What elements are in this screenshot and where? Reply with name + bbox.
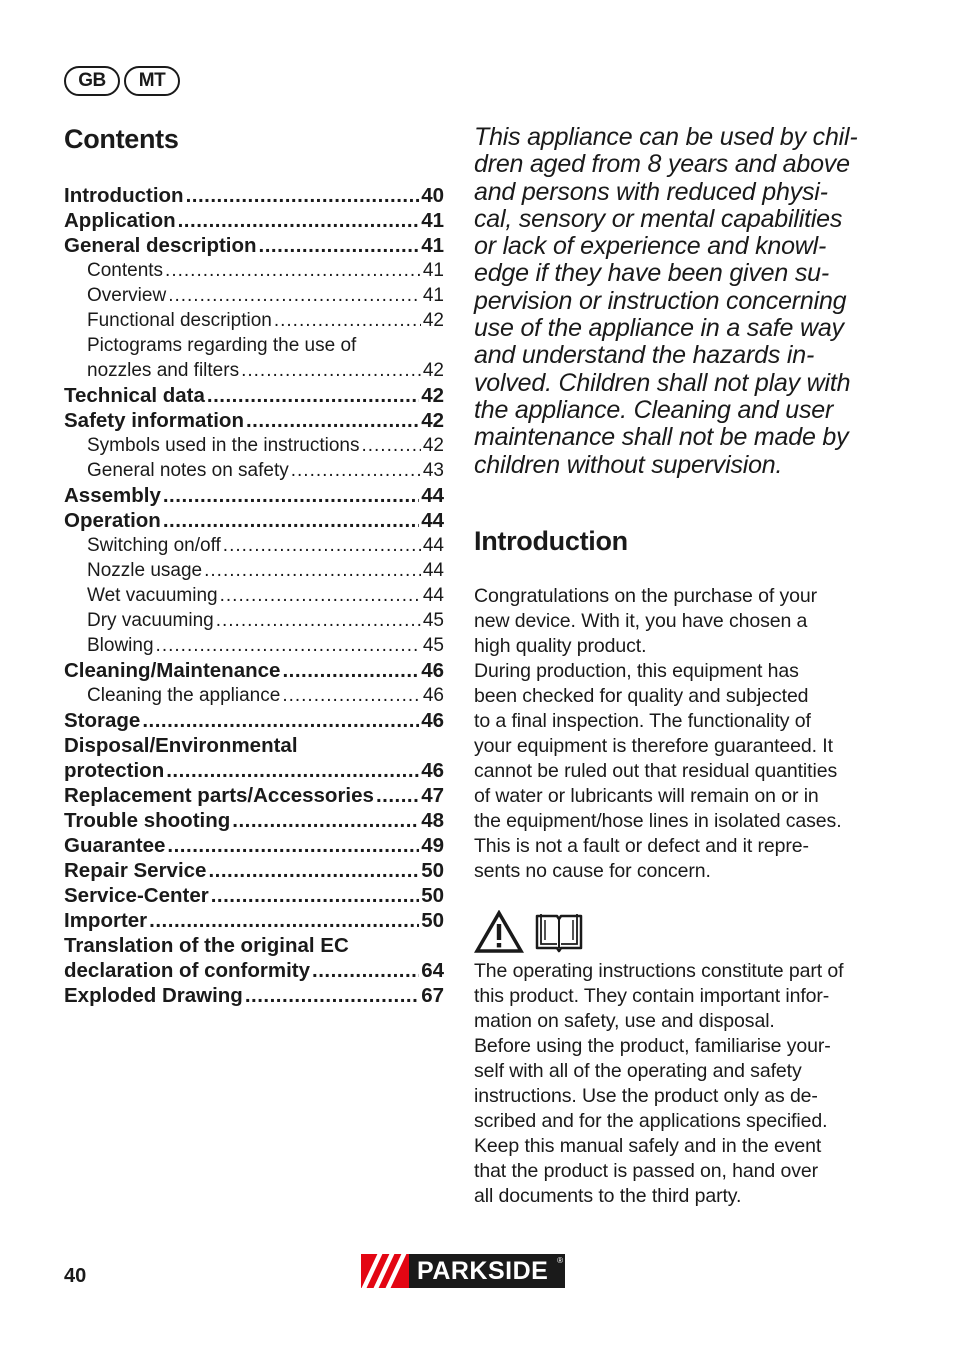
toc-entry-label: nozzles and filters [87,360,240,381]
toc-entry [64,858,444,883]
toc-entry [64,233,444,258]
toc-entry [64,333,444,358]
toc-leader-dots [178,208,420,233]
toc-leader-dots [361,433,420,458]
toc-entry-page: 41 [422,285,444,306]
toc-entry-label: Contents [87,260,164,281]
toc-entry-label: Assembly [64,484,161,507]
toc-entry [64,358,444,383]
toc-entry-label: Storage [64,709,141,732]
language-badge-gb: GB [64,66,120,96]
toc-leader-dots [167,833,419,858]
toc-leader-dots [208,858,419,883]
toc-entry-page: 42 [422,310,444,331]
brand-name: PARKSIDE [417,1256,549,1285]
toc-leader-dots [376,783,419,808]
toc-entry [64,258,444,283]
toc-entry-label: Repair Service [64,859,207,882]
page-number: 40 [64,1265,87,1287]
toc-leader-dots [241,358,421,383]
toc-leader-dots [186,183,420,208]
toc-entry [64,458,444,483]
toc-entry [64,483,444,508]
toc-entry [64,433,444,458]
toc-entry-page: 42 [421,409,444,432]
toc-entry-label: Introduction [64,184,184,207]
toc-leader-dots [163,508,419,533]
toc-entry [64,308,444,333]
parkside-logo [361,1254,565,1288]
toc-entry-label: Overview [87,285,167,306]
toc-entry-page: 43 [422,460,444,481]
toc-leader-dots [259,233,420,258]
toc-entry-label: Cleaning/Maintenance [64,659,281,682]
toc-leader-dots [282,658,419,683]
toc-entry-page: 44 [422,535,444,556]
toc-entry [64,808,444,833]
toc-entry-label: Nozzle usage [87,560,203,581]
toc-leader-dots [149,908,419,933]
manual-book-icon [534,910,584,954]
safety-note: This appliance can be used by chil- dren aged from 8 years and above and persons with reduced physi- cal, sensory or mental capabilities or lack of experience and knowl- edge if they have been given su- pervision or instruction concerning use of the appliance in a safe way and understand the hazards in- volved. Children shall not play with the appliance. Cleaning and user maintenance shall not be made by children without supervision. [474,123,858,479]
toc-entry-page: 44 [422,560,444,581]
toc-entry [64,208,444,233]
toc-entry [64,783,444,808]
toc-entry [64,883,444,908]
toc-leader-dots [274,308,421,333]
toc-leader-dots [163,483,419,508]
toc-leader-dots [142,708,419,733]
toc-entry-page: 40 [421,184,444,207]
safety-note-block [474,124,874,479]
toc-entry-page: 41 [421,234,444,257]
introduction-paragraph-2: The operating instructions constitute part of this product. They contain important infor- mation on safety, use and disposal. Before using the product, familiarise your- self with all of the operating and safety instructions. Use the product only as de- scribed and for the applications specified. Keep this manual safely and in the event that the product is passed on, hand over all documents to the third party. [474,960,844,1207]
toc-leader-dots [204,558,421,583]
toc-entry [64,908,444,933]
symbol-row [474,910,584,954]
toc-entry-page: 46 [421,659,444,682]
toc-entry [64,408,444,433]
toc-entry-label: declaration of conformity [64,959,311,982]
toc-entry-page: 45 [422,610,444,631]
toc-entry-label: Operation [64,509,161,532]
toc-entry-label: protection [64,759,165,782]
toc-entry-page: 46 [421,759,444,782]
toc-entry [64,933,444,958]
toc-leader-dots [168,283,421,308]
toc-entry-page: 41 [421,209,444,232]
introduction-title: Introduction [474,526,628,556]
toc-entry-label: Symbols used in the instructions [87,435,360,456]
logo-stripes [361,1254,409,1288]
toc-entry [64,958,444,983]
toc-leader-dots [223,533,421,558]
toc-entry-page: 42 [422,435,444,456]
toc-entry [64,833,444,858]
toc-entry-label: Pictograms regarding the use of [87,335,357,356]
toc-entry-label: Exploded Drawing [64,984,243,1007]
registered-mark: ® [557,1256,563,1265]
language-badges [64,66,180,96]
toc-entry-page: 44 [421,484,444,507]
toc-leader-dots [312,958,419,983]
toc-entry [64,183,444,208]
toc-entry-page: 44 [421,509,444,532]
toc-entry-page: 67 [421,984,444,1007]
toc-entry [64,608,444,633]
toc-entry-page: 48 [421,809,444,832]
toc-entry-label: Technical data [64,384,205,407]
language-badge-mt: MT [124,66,180,96]
toc-entry-label: Blowing [87,635,154,656]
toc-entry-label: Switching on/off [87,535,221,556]
toc-leader-dots [245,983,419,1008]
toc-entry-label: Importer [64,909,148,932]
toc-entry [64,583,444,608]
toc-entry-page: 46 [422,685,444,706]
toc-entry [64,558,444,583]
toc-entry-label: Wet vacuuming [87,585,218,606]
toc-entry-label: General notes on safety [87,460,289,481]
toc-entry [64,633,444,658]
toc-entry-label: Translation of the original EC [64,934,349,957]
toc-entry [64,283,444,308]
toc-leader-dots [291,458,421,483]
toc-entry [64,983,444,1008]
toc-leader-dots [282,683,421,708]
toc-entry-label: Guarantee [64,834,166,857]
toc-entry [64,508,444,533]
toc-leader-dots [166,758,419,783]
toc-entry-label: Application [64,209,176,232]
toc-leader-dots [220,583,421,608]
toc-entry-page: 45 [422,635,444,656]
toc-entry [64,733,444,758]
warning-triangle-icon [474,910,524,954]
table-of-contents [64,183,444,1008]
toc-entry [64,533,444,558]
toc-entry [64,658,444,683]
toc-entry-page: 47 [421,784,444,807]
toc-entry-label: Safety information [64,409,244,432]
toc-entry-label: Replacement parts/Accessories [64,784,374,807]
toc-entry-page: 46 [421,709,444,732]
toc-leader-dots [165,258,421,283]
toc-leader-dots [211,883,419,908]
toc-entry-label: Trouble shooting [64,809,231,832]
contents-title: Contents [64,124,179,154]
toc-entry-page: 42 [421,384,444,407]
toc-entry-page: 50 [421,859,444,882]
toc-entry-label: Disposal/Environmental [64,734,298,757]
toc-entry-label: Functional description [87,310,272,331]
introduction-paragraph-1: Congratulations on the purchase of your new device. With it, you have chosen a high quality product. During production, this equipment has been checked for quality and subjected to a final inspection. The functionality of your equipment is therefore guaranteed. It cannot be ruled out that residual quantities of water or lubricants will remain on or in the equipment/hose lines in isolated cases. This is not a fault or defect and it repre- sents no cause for concern. [474,585,842,882]
toc-entry-label: Service-Center [64,884,209,907]
toc-leader-dots [232,808,419,833]
toc-entry [64,683,444,708]
toc-entry-label: Cleaning the appliance [87,685,281,706]
toc-leader-dots [246,408,419,433]
toc-entry-page: 49 [421,834,444,857]
toc-entry-page: 41 [422,260,444,281]
toc-entry-label: Dry vacuuming [87,610,214,631]
toc-entry [64,758,444,783]
toc-entry [64,383,444,408]
toc-entry [64,708,444,733]
toc-entry-page: 64 [421,959,444,982]
toc-entry-label: General description [64,234,257,257]
toc-leader-dots [216,608,421,633]
toc-entry-page: 50 [421,884,444,907]
toc-leader-dots [156,633,421,658]
toc-entry-page: 44 [422,585,444,606]
toc-entry-page: 42 [422,360,444,381]
toc-entry-page: 50 [421,909,444,932]
toc-leader-dots [207,383,419,408]
